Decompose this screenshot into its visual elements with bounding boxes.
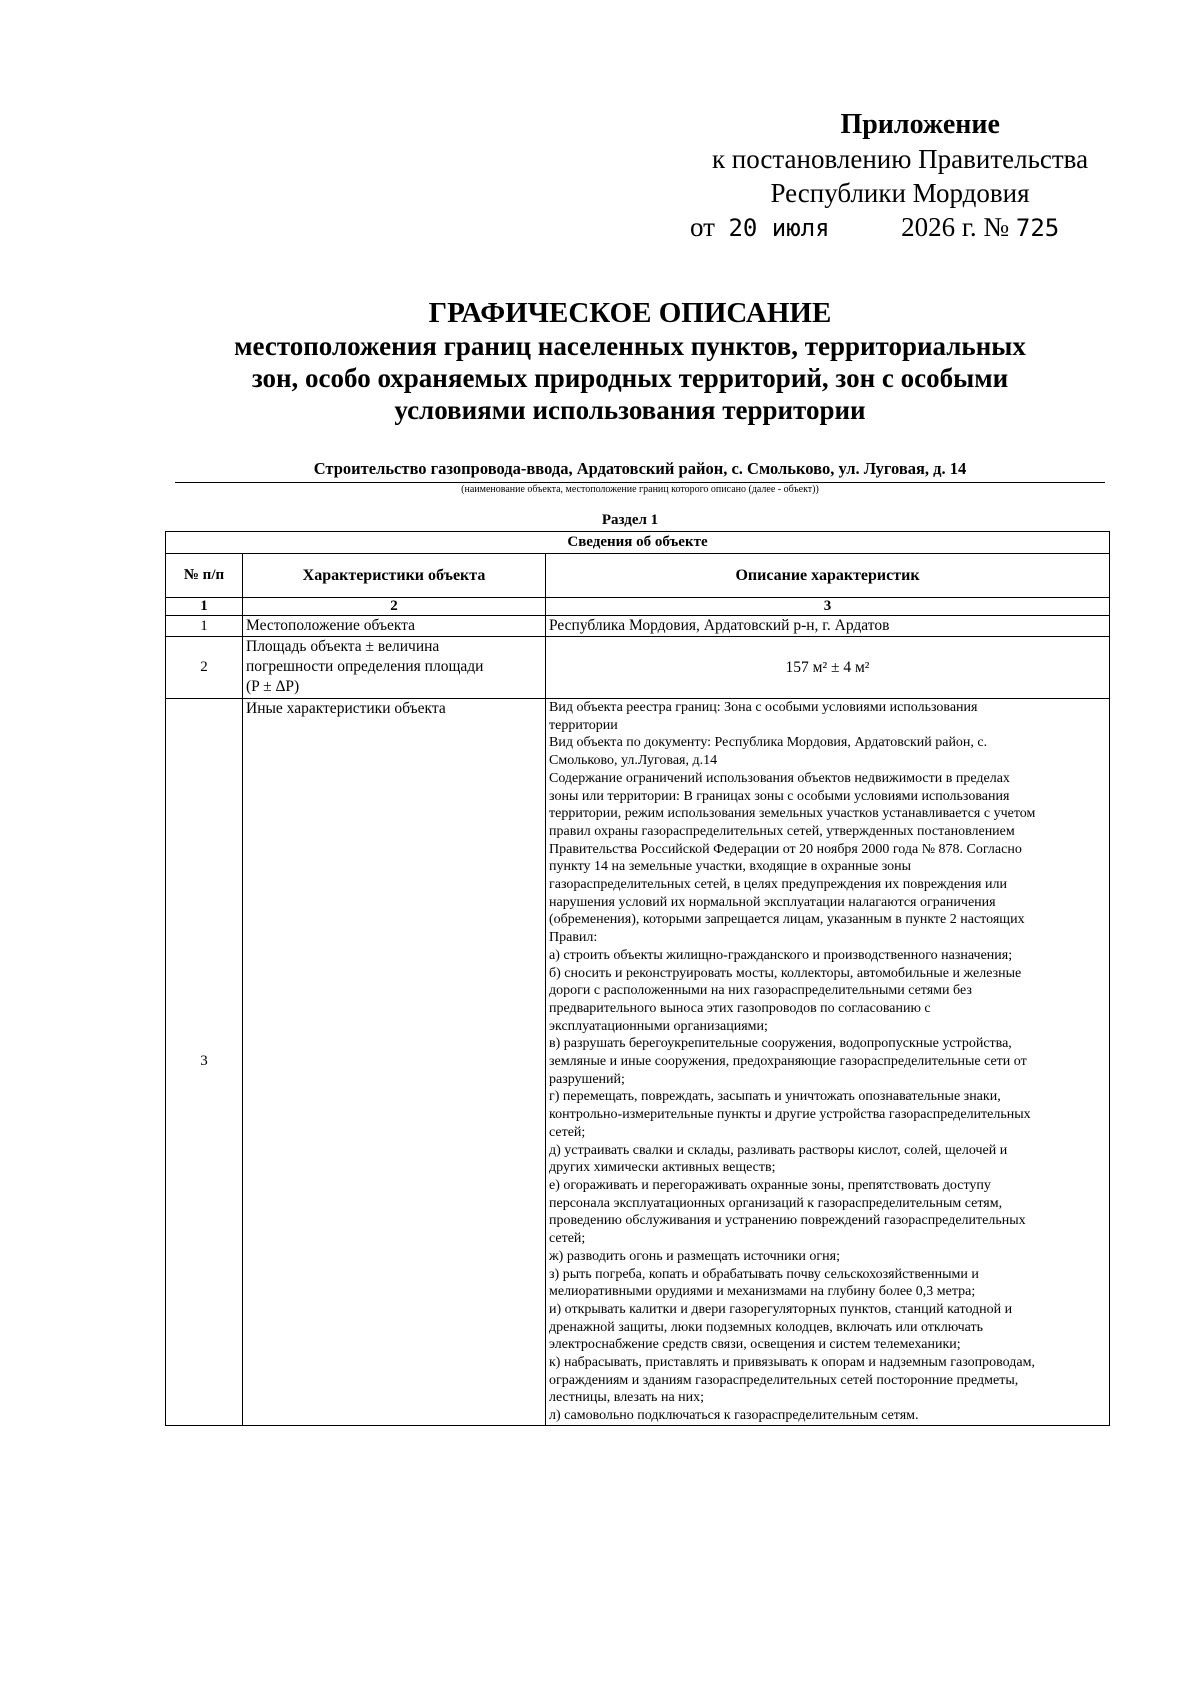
header-index-1: 1	[166, 598, 243, 616]
description-line: Вид объекта по документу: Республика Мордовия, Ардатовский район, с.	[549, 735, 988, 751]
description-line: правил охраны газораспределительных сетей, утвержденных постановлением	[549, 823, 1015, 839]
description-line: земляные и иные сооружения, предохраняющие газораспределительные сети от	[549, 1054, 1027, 1070]
description-line: дороги с расположенными на них газораспределительными сетями без	[549, 983, 972, 999]
description-line: з) рыть погреба, копать и обрабатывать почву сельскохозяйственными и	[549, 1266, 979, 1282]
title-main: ГРАФИЧЕСКОЕ ОПИСАНИЕ	[428, 297, 832, 329]
header-description: Описание характеристик	[546, 554, 1110, 598]
description-line: других химически активных веществ;	[549, 1160, 776, 1176]
char-line: погрешности определения площади	[246, 658, 484, 675]
description-line: ж) разводить огонь и размещать источники огня;	[549, 1248, 840, 1264]
description-line: зоны или территории: В границах зоны с особыми условиями использования	[549, 788, 1010, 804]
description-line: контрольно-измерительные пункты и другие устройства газораспределительных	[549, 1107, 1031, 1123]
header-index-2: 2	[243, 598, 546, 616]
description-line: персонала эксплуатационных организаций к газораспределительным сетям,	[549, 1195, 1003, 1211]
description-line: к) набрасывать, приставлять и привязывать к опорам и надземным газопроводам,	[549, 1355, 1035, 1371]
description-line: сетей;	[549, 1124, 586, 1140]
date-year: 2026 г. №	[901, 212, 1010, 242]
description-line: б) сносить и реконструировать мосты, коллекторы, автомобильные и железные	[549, 965, 1022, 981]
description-line: Вид объекта реестра границ: Зона с особыми условиями использования	[549, 700, 978, 715]
description-line: предварительного выноса этих газопроводов по согласованию с	[549, 1000, 931, 1016]
row-characteristic: Иные характеристики объекта	[243, 699, 546, 1426]
appendix-line-1: к постановлению Правительства	[711, 144, 1089, 174]
description-line: ограждениям и зданиям газораспределительных сетей посторонние предметы,	[549, 1372, 1019, 1388]
title-sub-3: условиями использования территории	[394, 395, 866, 425]
description-line: проведению обслуживания и устранению повреждений газораспределительных	[549, 1213, 1026, 1229]
description-line: в) разрушать берегоукрепительные сооружения, водопропускные устройства,	[549, 1036, 1012, 1052]
description-line: Правил:	[549, 930, 598, 946]
description-line: лестницы, влезать на них;	[549, 1390, 705, 1406]
title-sub-2: зон, особо охраняемых природных территорий, зон с особыми	[251, 363, 1009, 393]
table-title: Сведения об объекте	[166, 532, 1110, 554]
description-line: разрушений;	[549, 1071, 625, 1087]
description-line: г) перемещать, повреждать, засыпать и уничтожать опознавательные знаки,	[549, 1089, 1001, 1105]
appendix-heading: Приложение	[840, 109, 1000, 140]
description-line: сетей;	[549, 1231, 586, 1247]
description-line: территории, режим использования земельных участков устанавливается с учетом	[549, 806, 1036, 822]
description-line: е) огораживать и перегораживать охранные зоны, препятствовать доступу	[549, 1177, 991, 1193]
description-line: Смольково, ул.Луговая, д.14	[549, 753, 718, 769]
description-line: дренажной защиты, люки подземных колодцев, включать или отключать	[549, 1319, 984, 1335]
description-line: (обременения), которыми запрещается лицам, указанным в пункте 2 настоящих	[549, 912, 1025, 928]
object-name: Строительство газопровода-ввода, Ардатовский район, с. Смольково, ул. Луговая, д. 14	[313, 459, 967, 478]
description-line: мелиоративными орудиями и механизмами на глубину более 0,3 метра;	[549, 1284, 976, 1300]
table-row	[166, 616, 1110, 637]
date-prefix: от	[690, 212, 715, 242]
section-label: Раздел 1	[601, 512, 659, 528]
object-caption: (наименование объекта, местоположение границ которого описано (далее - объект))	[461, 484, 819, 495]
description-line: эксплуатационными организациями;	[549, 1018, 768, 1034]
char-line: Площадь объекта ± величина	[246, 638, 440, 655]
description-line: д) устраивать свалки и склады, разливать растворы кислот, солей, щелочей и	[549, 1142, 1008, 1158]
row-description: Республика Мордовия, Ардатовский р-н, г. Ардатов	[546, 616, 1110, 637]
description-line: электроснабжение средств связи, освещения и систем телемеханики;	[549, 1337, 961, 1353]
row-description	[546, 699, 1110, 1426]
header-index-3: 3	[546, 598, 1110, 616]
description-line: пункту 14 на земельные участки, входящие в охранные зоны	[549, 859, 912, 875]
header-number-text: № п/п	[183, 567, 225, 583]
char-line: (P ± ΔP)	[246, 678, 300, 695]
appendix-date-line	[690, 210, 1110, 245]
description-line: л) самовольно подключаться к газораспределительным сетям.	[549, 1408, 919, 1424]
row-number: 1	[166, 616, 243, 637]
description-line: а) строить объекты жилищно-гражданского и производственного назначения;	[549, 947, 1013, 963]
object-info-table	[165, 531, 1110, 1426]
document-title	[160, 296, 1100, 426]
row-characteristic: Местоположение объекта	[243, 616, 546, 637]
row-characteristic	[243, 637, 546, 699]
row-number: 3	[166, 699, 243, 1426]
document-number: 725	[1015, 214, 1060, 242]
header-number	[166, 554, 243, 598]
description-line: газораспределительных сетей, в целях предупреждения их повреждения или	[549, 877, 1007, 893]
object-underline	[175, 482, 1105, 483]
header-characteristic: Характеристики объекта	[243, 554, 546, 598]
title-sub-1: местоположения границ населенных пунктов, территориальных	[234, 331, 1026, 361]
table-row	[166, 699, 1110, 1426]
description-line: территории	[549, 717, 618, 733]
appendix-line-2: Республики Мордовия	[770, 178, 1030, 208]
description-line: Правительства Российской Федерации от 20 ноября 2000 года № 878. Согласно	[549, 841, 1022, 857]
date-day-month: 20 июля	[728, 214, 830, 242]
description-line: и) открывать калитки и двери газорегуляторных пунктов, станций катодной и	[549, 1301, 1013, 1317]
table-row	[166, 637, 1110, 699]
row-number: 2	[166, 637, 243, 699]
description-line: Содержание ограничений использования объектов недвижимости в пределах	[549, 770, 1010, 786]
appendix-block	[690, 108, 1110, 245]
description-line: нарушения условий их нормальной эксплуатации налагаются ограничения	[549, 894, 996, 910]
row-description: 157 м² ± 4 м²	[546, 637, 1110, 699]
